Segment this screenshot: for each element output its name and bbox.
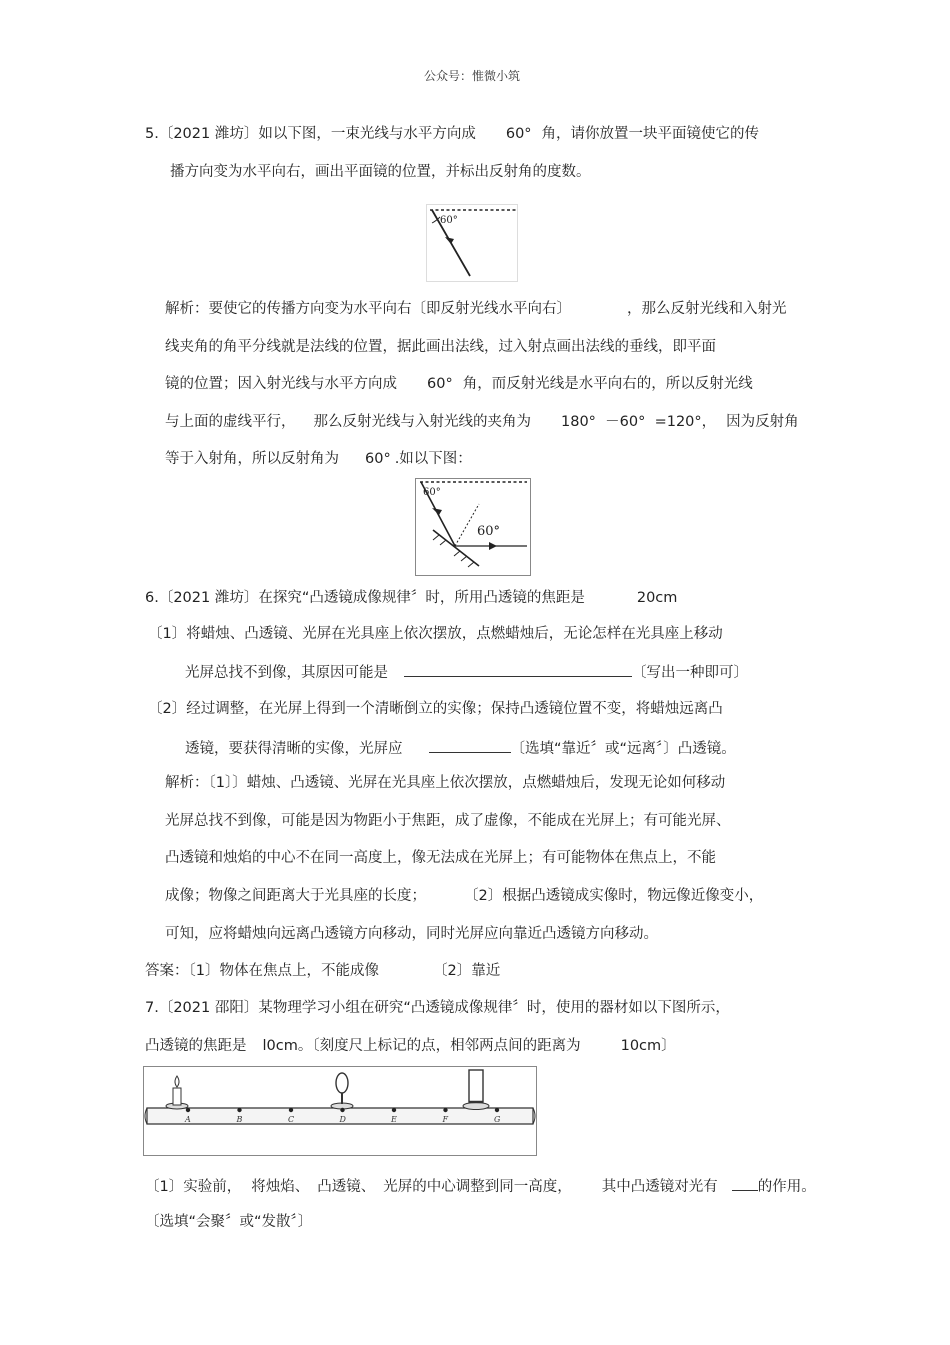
plane-mirror — [433, 530, 479, 566]
reflected-arrow-icon — [489, 542, 497, 550]
bench-point-D — [340, 1108, 344, 1112]
bench-point-B — [237, 1108, 241, 1112]
q6-answer: 答案：〔1〕物体在焦点上，不能成像 〔2〕靠近 — [145, 963, 501, 979]
bench-point-label: E — [391, 1115, 397, 1124]
q6-analysis-line2: 光屏总找不到像，可能是因为物距小于焦距，成了虚像，不能成在光屏上；有可能光屏、 — [165, 813, 731, 829]
page-header: 公众号：惟微小筑 — [424, 69, 521, 83]
q6-part2-line1: 〔2〕经过调整，在光屏上得到一个清晰倒立的实像；保持凸透镜位置不变，将蜡烛远离凸 — [148, 701, 723, 717]
q6-analysis-line1: 解析：〔1〕〕蜡烛、凸透镜、光屏在光具座上依次摆放，点燃蜡烛后，发现无论如何移动 — [165, 775, 726, 791]
bench-point-label: F — [442, 1115, 449, 1124]
bench-point-A — [186, 1108, 190, 1112]
bench-point-E — [392, 1108, 396, 1112]
bench-point-label: G — [494, 1115, 501, 1124]
reflection-angle-label: 60° — [477, 524, 501, 539]
q5-analysis-line3: 镜的位置；因入射光线与水平方向成 60° 角，而反射光线是水平向右的，所以反射光线 — [165, 376, 753, 392]
answer-blank-2[interactable] — [429, 737, 511, 753]
q5-analysis-line2: 线夹角的角平分线就是法线的位置，据此画出法线，过入射点画出法线的垂线，即平面 — [165, 339, 716, 355]
bench-point-label: B — [236, 1115, 243, 1124]
q6-line1: 6.〔2021 潍坊〕在探究“凸透镜成像规律〞时，所用凸透镜的焦距是 20cm — [145, 590, 678, 606]
bench-point-C — [289, 1108, 293, 1112]
answer-blank-3[interactable] — [732, 1175, 758, 1191]
q7-part1-line1: 〔1〕实验前， 将烛焰、 凸透镜、 光屏的中心调整到同一高度， 其中凸透镜对光有 的作用。 — [145, 1175, 816, 1197]
angle-label: 60° — [440, 215, 458, 226]
q5-analysis-line5: 等于入射角，所以反射角为 60° .如以下图： — [165, 451, 472, 467]
q6-part1-line1: 〔1〕将蜡烛、凸透镜、光屏在光具座上依次摆放，点燃蜡烛后，无论怎样在光具座上移动 — [148, 626, 723, 642]
q5-figure-incident-ray — [426, 204, 518, 282]
q7-part1-line2: 〔选填“会聚〞或“发散〞〕 — [145, 1214, 313, 1230]
bench-point-label: D — [339, 1115, 346, 1124]
angle-label-top: 60° — [423, 487, 441, 498]
bench-point-F — [443, 1108, 447, 1112]
q6-analysis-line3: 凸透镜和烛焰的中心不在同一高度上，像无法成在光屏上；有可能物体在焦点上，不能 — [165, 850, 716, 866]
bench-point-label: A — [185, 1115, 191, 1124]
ray-arrow-icon — [445, 237, 454, 244]
normal-line — [455, 504, 479, 546]
answer-blank-1[interactable] — [404, 661, 632, 677]
q5-figure-answer — [415, 478, 531, 576]
q7-line1: 7.〔2021 邵阳〕某物理学习小组在研究“凸透镜成像规律〞时，使用的器材如以下图所示， — [145, 1000, 730, 1016]
q5-line1: 5.〔2021 潍坊〕如以下图，一束光线与水平方向成 60° 角，请你放置一块平面镜使它的传 — [145, 126, 760, 142]
q7-optical-bench-figure — [143, 1066, 537, 1156]
q6-analysis-line5: 可知，应将蜡烛向远离凸透镜方向移动，同时光屏应向靠近凸透镜方向移动。 — [165, 926, 658, 942]
q7-line2: 凸透镜的焦距是 l0cm。〔刻度尺上标记的点，相邻两点间的距离为 10cm〕 — [145, 1038, 676, 1054]
q6-analysis-line4: 成像；物像之间距离大于光具座的长度； 〔2〕根据凸透镜成实像时，物远像近像变小， — [165, 888, 764, 904]
bench-point-G — [495, 1108, 499, 1112]
q5-analysis-line4: 与上面的虚线平行， 那么反射光线与入射光线的夹角为 180° －60° =120°， 因为反射角 — [165, 414, 799, 430]
q5-analysis-line1: 解析：要使它的传播方向变为水平向右〔即反射光线水平向右〕 ，那么反射光线和入射光 — [165, 301, 787, 317]
q6-part2-line2: 透镜，要获得清晰的实像，光屏应 〔选填“靠近〞或“远离〞〕凸透镜。 — [185, 737, 736, 759]
q6-part1-line2: 光屏总找不到像，其原因可能是 〔写出一种即可〕 — [185, 661, 748, 683]
q5-line2: 播方向变为水平向右，画出平面镜的位置，并标出反射角的度数。 — [170, 164, 591, 180]
incident-arrow-icon — [432, 508, 442, 515]
bench-point-label: C — [288, 1115, 295, 1124]
